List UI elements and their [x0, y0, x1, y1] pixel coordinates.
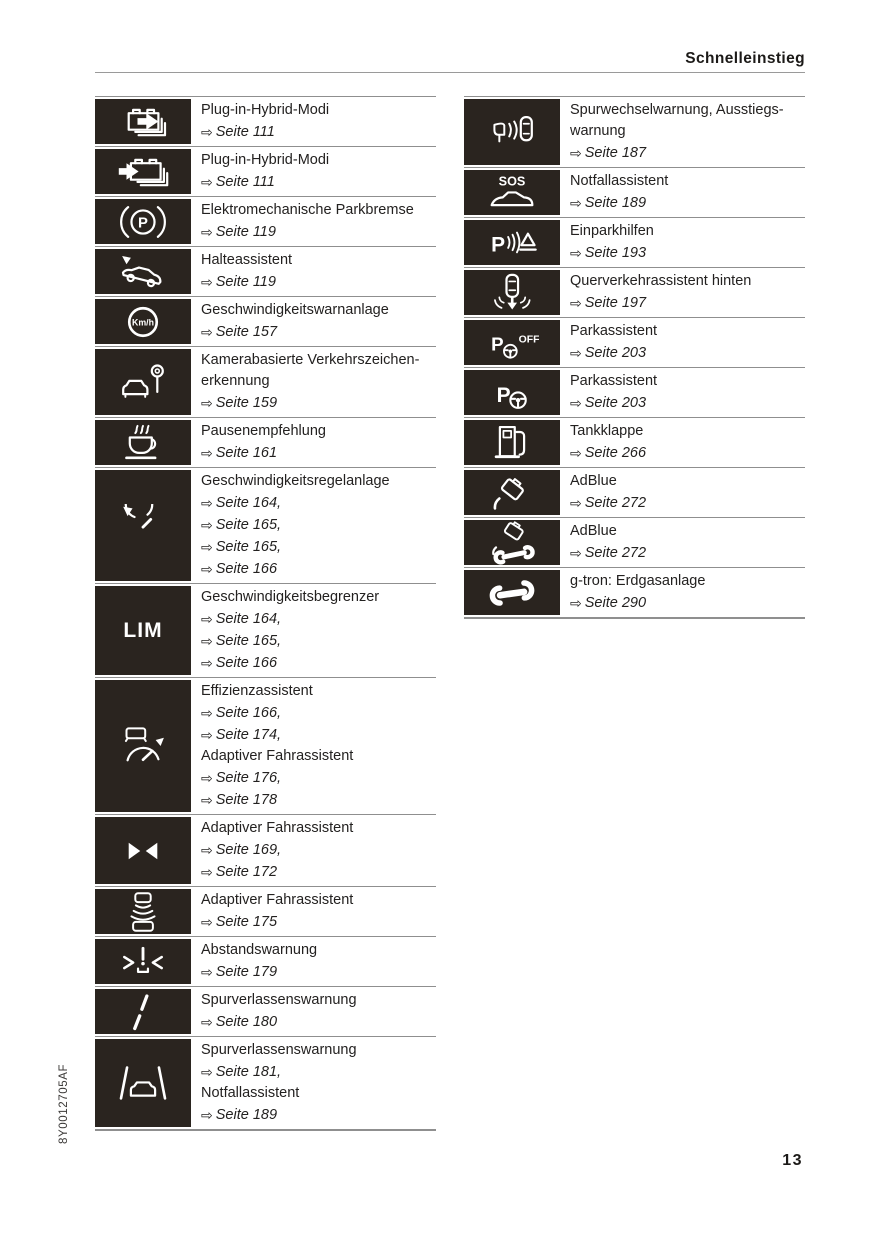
reference-arrow-icon: ⇨ — [201, 1106, 213, 1123]
page-reference — [201, 171, 434, 193]
reference-text: Seite 174, — [215, 727, 282, 743]
entry-title: Adaptiver Fahrassistent — [201, 820, 354, 836]
battery-charge-out-icon — [95, 99, 191, 144]
reference-arrow-icon: ⇨ — [570, 344, 582, 361]
text-cell — [561, 468, 805, 517]
reference-arrow-icon: ⇨ — [201, 444, 213, 461]
page-reference — [201, 861, 434, 883]
reference-arrow-icon: ⇨ — [570, 394, 582, 411]
entry-title: Kamerabasierte Verkehrszeichen- — [201, 352, 420, 368]
entry-title: Parkassistent — [570, 373, 658, 389]
text-cell — [561, 368, 805, 417]
table-row — [95, 887, 436, 937]
reference-text: Seite 111 — [215, 174, 275, 190]
table-row — [95, 815, 436, 887]
efficiency-assist-icon — [95, 680, 191, 812]
table-row — [95, 678, 436, 815]
reference-text: Seite 180 — [215, 1014, 278, 1030]
icon-cell — [95, 147, 192, 196]
page-reference — [201, 702, 434, 724]
table-row — [95, 347, 436, 418]
cruise-control-icon — [95, 470, 191, 581]
rear-cross-traffic-icon — [464, 270, 560, 315]
icon-cell — [95, 347, 192, 417]
reference-arrow-icon: ⇨ — [201, 538, 213, 555]
table-row — [464, 318, 805, 368]
icon-cell — [95, 1037, 192, 1129]
lane-assist-car-icon — [95, 1039, 191, 1127]
reference-text: Seite 178 — [215, 792, 278, 808]
reference-arrow-icon: ⇨ — [201, 123, 213, 140]
page-reference — [201, 321, 434, 343]
page-reference — [570, 292, 803, 314]
text-cell — [192, 1037, 436, 1129]
reference-text: Seite 197 — [584, 295, 647, 311]
reference-arrow-icon: ⇨ — [570, 444, 582, 461]
svg-text:P: P — [138, 215, 148, 231]
icon-cell — [464, 168, 561, 217]
table-row — [95, 147, 436, 197]
table-row — [95, 987, 436, 1037]
text-cell — [192, 815, 436, 886]
lane-departure-icon — [95, 989, 191, 1034]
page-reference — [570, 342, 803, 364]
page-reference — [201, 911, 434, 933]
entry-title: Halteassistent — [201, 252, 293, 268]
page-reference — [201, 121, 434, 143]
reference-text: Seite 176, — [215, 770, 282, 786]
reference-text: Seite 165, — [215, 539, 282, 555]
break-recommendation-icon — [95, 420, 191, 465]
icon-cell — [95, 97, 192, 146]
icon-cell — [464, 518, 561, 567]
entry-title: Geschwindigkeitswarnanlage — [201, 302, 389, 318]
reference-text: Seite 203 — [584, 395, 647, 411]
icon-cell — [95, 987, 192, 1036]
text-cell — [192, 247, 436, 296]
entry-title: Adaptiver Fahrassistent — [201, 892, 354, 908]
page-reference — [201, 767, 434, 789]
page-reference — [201, 221, 434, 243]
speed-limiter-icon: LIM — [95, 586, 191, 675]
reference-arrow-icon: ⇨ — [570, 244, 582, 261]
page-reference — [201, 492, 434, 514]
icon-cell — [464, 318, 561, 367]
text-cell — [561, 268, 805, 317]
text-cell — [561, 568, 805, 617]
text-cell — [561, 318, 805, 367]
table-row — [95, 584, 436, 678]
distance-warning-icon — [95, 939, 191, 984]
reference-arrow-icon: ⇨ — [201, 394, 213, 411]
table-row — [464, 418, 805, 468]
reference-arrow-icon: ⇨ — [201, 323, 213, 340]
svg-text:P: P — [491, 232, 506, 256]
icon-cell — [95, 887, 192, 936]
reference-text: Seite 164, — [215, 611, 282, 627]
entry-title: AdBlue — [570, 523, 617, 539]
page-reference — [201, 839, 434, 861]
table-row — [95, 247, 436, 297]
reference-arrow-icon: ⇨ — [201, 1013, 213, 1030]
icon-cell — [95, 937, 192, 986]
page-reference — [201, 652, 434, 674]
table-row — [95, 468, 436, 584]
page-reference — [201, 442, 434, 464]
reference-arrow-icon: ⇨ — [201, 494, 213, 511]
entry-title: erkennung — [201, 373, 270, 389]
table-row — [95, 1037, 436, 1131]
reference-arrow-icon: ⇨ — [201, 791, 213, 808]
traffic-sign-recognition-icon — [95, 349, 191, 415]
reference-arrow-icon: ⇨ — [201, 654, 213, 671]
table-row — [464, 568, 805, 619]
text-cell — [561, 97, 805, 167]
reference-arrow-icon: ⇨ — [201, 704, 213, 721]
text-cell — [192, 197, 436, 246]
icon-cell — [464, 268, 561, 317]
symbol-tables — [95, 96, 807, 1131]
fuel-pump-icon — [464, 420, 560, 465]
table-row — [464, 218, 805, 268]
table-row — [464, 368, 805, 418]
page-reference — [570, 392, 803, 414]
page-reference — [201, 608, 434, 630]
reference-text: Seite 272 — [584, 545, 647, 561]
page-reference — [201, 961, 434, 983]
text-cell — [192, 937, 436, 986]
reference-arrow-icon: ⇨ — [570, 544, 582, 561]
reference-arrow-icon: ⇨ — [201, 1063, 213, 1080]
entry-title: Geschwindigkeitsbegrenzer — [201, 589, 380, 605]
reference-text: Seite 179 — [215, 964, 278, 980]
entry-title: Tankklappe — [570, 423, 644, 439]
entry-title: Notfallassistent — [570, 173, 669, 189]
entry-title: Pausenempfehlung — [201, 423, 326, 439]
reference-text: Seite 166 — [215, 655, 278, 671]
parking-brake-icon — [95, 199, 191, 244]
table-row — [95, 297, 436, 347]
reference-text: Seite 189 — [215, 1107, 278, 1123]
reference-text: Seite 175 — [215, 914, 278, 930]
reference-text: Seite 187 — [584, 145, 647, 161]
reference-text: Seite 119 — [215, 274, 276, 290]
text-cell — [192, 347, 436, 417]
entry-title: Spurwechselwarnung, Ausstiegs- — [570, 102, 784, 118]
reference-text: Seite 157 — [215, 324, 278, 340]
reference-text: Seite 165, — [215, 517, 282, 533]
svg-text:P: P — [491, 333, 504, 355]
reference-text: Seite 203 — [584, 345, 647, 361]
reference-arrow-icon: ⇨ — [201, 560, 213, 577]
page-reference — [570, 142, 803, 164]
reference-arrow-icon: ⇨ — [201, 963, 213, 980]
header-rule — [95, 72, 805, 73]
text-cell — [561, 168, 805, 217]
reference-text: Seite 166 — [215, 561, 278, 577]
entry-title: AdBlue — [570, 473, 617, 489]
page-reference — [201, 392, 434, 414]
page-reference — [570, 192, 803, 214]
page-reference — [201, 271, 434, 293]
icon-cell — [95, 584, 192, 677]
reference-arrow-icon: ⇨ — [570, 194, 582, 211]
icon-cell — [464, 218, 561, 267]
text-cell — [192, 418, 436, 467]
table-row — [95, 418, 436, 468]
entry-title: g-tron: Erdgasanlage — [570, 573, 706, 589]
text-cell — [192, 468, 436, 583]
reference-text: Seite 164, — [215, 495, 282, 511]
entry-title: Notfallassistent — [201, 1085, 300, 1101]
reference-arrow-icon: ⇨ — [201, 863, 213, 880]
reference-arrow-icon: ⇨ — [570, 144, 582, 161]
page-number: 13 — [782, 1152, 803, 1169]
reference-arrow-icon: ⇨ — [201, 841, 213, 858]
page-reference — [570, 492, 803, 514]
left-symbol-table — [95, 96, 436, 1131]
text-cell — [561, 218, 805, 267]
table-row — [464, 168, 805, 218]
table-row — [464, 468, 805, 518]
reference-text: Seite 111 — [215, 124, 275, 140]
text-cell — [192, 887, 436, 936]
reference-arrow-icon: ⇨ — [201, 516, 213, 533]
text-cell — [192, 678, 436, 814]
park-assist-icon — [464, 370, 560, 415]
page-reference — [201, 1011, 434, 1033]
reference-text: Seite 189 — [584, 195, 647, 211]
entry-title: Querverkehrassistent hinten — [570, 273, 752, 289]
text-cell — [192, 584, 436, 677]
icon-cell — [95, 678, 192, 814]
entry-title: Geschwindigkeitsregelanlage — [201, 473, 390, 489]
entry-title: Spurverlassenswarnung — [201, 1042, 357, 1058]
reference-text: Seite 181, — [215, 1064, 282, 1080]
icon-cell — [464, 368, 561, 417]
battery-charge-in-icon — [95, 149, 191, 194]
adblue-refill-icon — [464, 470, 560, 515]
reference-arrow-icon: ⇨ — [201, 173, 213, 190]
svg-text:P: P — [496, 383, 511, 407]
text-cell — [561, 518, 805, 567]
reference-text: Seite 166, — [215, 705, 282, 721]
page-reference — [201, 630, 434, 652]
text-cell — [192, 147, 436, 196]
table-row — [95, 197, 436, 247]
table-row — [464, 268, 805, 318]
page-reference — [201, 789, 434, 811]
page-reference — [201, 536, 434, 558]
reference-text: Seite 193 — [584, 245, 647, 261]
icon-cell — [95, 468, 192, 583]
hold-assist-icon — [95, 249, 191, 294]
page-reference — [201, 558, 434, 580]
park-assist-off-icon — [464, 320, 560, 365]
adaptive-arrows-icon — [95, 817, 191, 884]
reference-arrow-icon: ⇨ — [570, 294, 582, 311]
reference-text: Seite 159 — [215, 395, 278, 411]
page-title: Schnelleinstieg — [685, 50, 805, 67]
entry-title: Plug-in-Hybrid-Modi — [201, 102, 330, 118]
reference-arrow-icon: ⇨ — [570, 594, 582, 611]
reference-arrow-icon: ⇨ — [201, 632, 213, 649]
entry-title: Effizienzassistent — [201, 683, 313, 699]
page-reference — [570, 442, 803, 464]
icon-cell — [464, 418, 561, 467]
reference-arrow-icon: ⇨ — [201, 913, 213, 930]
reference-text: Seite 272 — [584, 495, 647, 511]
park-aid-icon — [464, 220, 560, 265]
reference-text: Seite 266 — [584, 445, 647, 461]
reference-arrow-icon: ⇨ — [201, 769, 213, 786]
reference-text: Seite 161 — [215, 445, 278, 461]
icon-cell — [95, 815, 192, 886]
page-reference — [570, 242, 803, 264]
adblue-service-icon — [464, 520, 560, 565]
icon-cell — [95, 418, 192, 467]
entry-title: warnung — [570, 123, 626, 139]
entry-title: Elektromechanische Parkbremse — [201, 202, 414, 218]
table-row — [464, 518, 805, 568]
icon-cell — [464, 568, 561, 617]
right-symbol-table — [464, 96, 805, 619]
speed-warning-icon — [95, 299, 191, 344]
page-reference — [201, 1061, 434, 1083]
page-reference — [570, 542, 803, 564]
entry-title: Plug-in-Hybrid-Modi — [201, 152, 330, 168]
text-cell — [192, 297, 436, 346]
reference-arrow-icon: ⇨ — [201, 223, 213, 240]
text-cell — [192, 987, 436, 1036]
icon-cell — [95, 247, 192, 296]
table-row — [95, 937, 436, 987]
icon-cell — [464, 97, 561, 167]
entry-title: Parkassistent — [570, 323, 658, 339]
text-cell — [192, 97, 436, 146]
icon-cell — [95, 197, 192, 246]
page-reference — [201, 724, 434, 746]
text-cell — [561, 418, 805, 467]
svg-text:SOS: SOS — [498, 173, 526, 188]
reference-arrow-icon: ⇨ — [201, 726, 213, 743]
reference-text: Seite 172 — [215, 864, 278, 880]
reference-arrow-icon: ⇨ — [201, 273, 213, 290]
svg-text:OFF: OFF — [518, 333, 539, 345]
entry-title: Abstandswarnung — [201, 942, 318, 958]
page-reference — [570, 592, 803, 614]
reference-text: Seite 119 — [215, 224, 276, 240]
reference-text: Seite 169, — [215, 842, 282, 858]
icon-cell — [464, 468, 561, 517]
entry-title: Spurverlassenswarnung — [201, 992, 357, 1008]
lane-change-warning-icon — [464, 99, 560, 165]
entry-title: Adaptiver Fahrassistent — [201, 748, 354, 764]
reference-arrow-icon: ⇨ — [201, 610, 213, 627]
distance-control-icon — [95, 889, 191, 934]
svg-text:Km/h: Km/h — [132, 316, 154, 327]
document-code: 8Y0012705AF — [58, 1063, 70, 1144]
reference-text: Seite 290 — [584, 595, 647, 611]
reference-arrow-icon: ⇨ — [570, 494, 582, 511]
table-row — [464, 97, 805, 168]
page-reference — [201, 1104, 434, 1126]
table-row — [95, 97, 436, 147]
page-reference — [201, 514, 434, 536]
sos-emergency-icon — [464, 170, 560, 215]
icon-cell — [95, 297, 192, 346]
reference-text: Seite 165, — [215, 633, 282, 649]
entry-title: Einparkhilfen — [570, 223, 654, 239]
wrench-icon — [464, 570, 560, 615]
